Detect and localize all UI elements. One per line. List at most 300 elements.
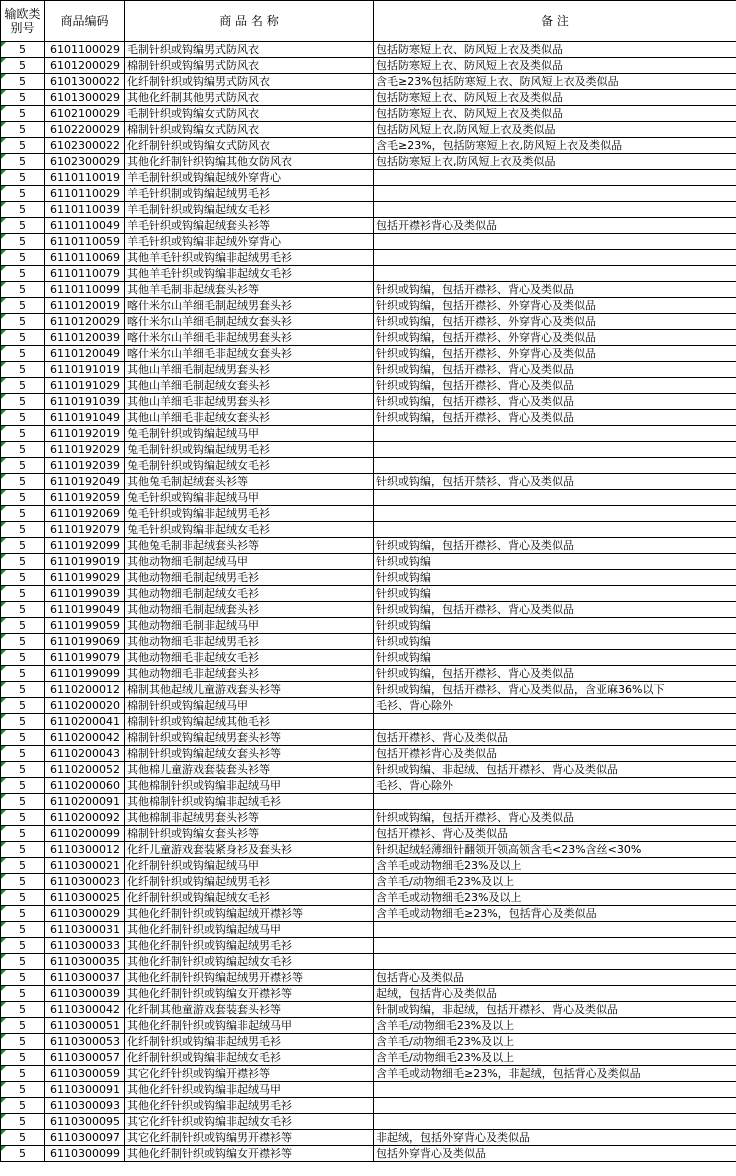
table-row <box>1 410 736 426</box>
note-cell: 针织起绒轻薄细针翻领开领高领含毛<23%含丝<30% <box>374 842 736 858</box>
table-row <box>1 314 736 330</box>
note-cell: 针织或钩编 <box>374 586 736 602</box>
table-row <box>1 250 736 266</box>
name-cell: 其他动物细毛制起绒马甲 <box>125 554 374 570</box>
code-cell: 6102300029 <box>45 154 125 170</box>
name-cell: 其他山羊细毛制起绒男套头衫 <box>125 362 374 378</box>
note-cell <box>374 522 736 538</box>
code-cell: 6110192099 <box>45 538 125 554</box>
table-row <box>1 682 736 698</box>
name-cell: 化纤儿童游戏套装紧身衫及套头衫 <box>125 842 374 858</box>
name-cell: 其他羊毛针织或钩编非起绒男毛衫 <box>125 250 374 266</box>
note-cell: 含羊毛/动物细毛23%及以上 <box>374 1018 736 1034</box>
code-cell: 6110300037 <box>45 970 125 986</box>
category-cell: 5 <box>1 714 45 730</box>
note-cell: 含羊毛/动物细毛23%及以上 <box>374 874 736 890</box>
table-row <box>1 1050 736 1066</box>
code-cell: 6110300012 <box>45 842 125 858</box>
table-row <box>1 362 736 378</box>
code-cell: 6110200060 <box>45 778 125 794</box>
category-cell: 5 <box>1 1098 45 1114</box>
category-cell: 5 <box>1 346 45 362</box>
header-row <box>1 1 736 42</box>
code-cell: 6110192019 <box>45 426 125 442</box>
category-cell: 5 <box>1 874 45 890</box>
note-cell: 毛衫、背心除外 <box>374 698 736 714</box>
name-cell: 喀什米尔山羊细毛制起绒男套头衫 <box>125 298 374 314</box>
name-cell: 其他棉制非起绒男套头衫等 <box>125 810 374 826</box>
name-cell: 其他动物细毛制起绒套头衫 <box>125 602 374 618</box>
category-cell: 5 <box>1 378 45 394</box>
code-cell: 6110199029 <box>45 570 125 586</box>
code-cell: 6110300097 <box>45 1130 125 1146</box>
note-cell <box>374 490 736 506</box>
code-cell: 6110300099 <box>45 1146 125 1162</box>
note-cell: 包括防风短上衣,防风短上衣及类似品 <box>374 122 736 138</box>
note-cell <box>374 250 736 266</box>
table-row <box>1 426 736 442</box>
table-row <box>1 234 736 250</box>
name-cell: 其他动物细毛制起绒女毛衫 <box>125 586 374 602</box>
name-cell: 兔毛制针织或钩编起绒马甲 <box>125 426 374 442</box>
table-row <box>1 730 736 746</box>
note-cell <box>374 202 736 218</box>
category-cell: 5 <box>1 218 45 234</box>
name-cell: 其他山羊细毛非起绒女套头衫 <box>125 410 374 426</box>
name-cell: 化纤制其他童游戏套装套头衫等 <box>125 1002 374 1018</box>
table-row <box>1 858 736 874</box>
category-cell: 5 <box>1 394 45 410</box>
category-cell: 5 <box>1 506 45 522</box>
header-code: 商品编码 <box>45 1 125 42</box>
code-cell: 6110200099 <box>45 826 125 842</box>
table-row <box>1 602 736 618</box>
table-row <box>1 122 736 138</box>
code-cell: 6110120029 <box>45 314 125 330</box>
category-cell: 5 <box>1 634 45 650</box>
note-cell <box>374 442 736 458</box>
table-row <box>1 1146 736 1162</box>
category-cell: 5 <box>1 58 45 74</box>
category-cell: 5 <box>1 650 45 666</box>
category-cell: 5 <box>1 522 45 538</box>
name-cell: 其他羊毛针织或钩编非起绒女毛衫 <box>125 266 374 282</box>
table-row <box>1 874 736 890</box>
table-row <box>1 442 736 458</box>
note-cell: 针织或钩编，包括开禁衫、背心及类似品 <box>374 474 736 490</box>
category-cell: 5 <box>1 586 45 602</box>
note-cell: 包括防寒短上衣、防风短上衣及类似品 <box>374 90 736 106</box>
note-cell <box>374 426 736 442</box>
name-cell: 化纤制针织或钩编起绒男毛衫 <box>125 874 374 890</box>
category-cell: 5 <box>1 1082 45 1098</box>
note-cell <box>374 938 736 954</box>
name-cell: 棉制针织或钩编女套头衫等 <box>125 826 374 842</box>
category-cell: 5 <box>1 890 45 906</box>
note-cell <box>374 506 736 522</box>
name-cell: 兔毛制针织或钩编起绒男毛衫 <box>125 442 374 458</box>
category-cell: 5 <box>1 570 45 586</box>
category-cell: 5 <box>1 730 45 746</box>
name-cell: 其它化纤针织或钩编非起绒女毛衫 <box>125 1114 374 1130</box>
code-cell: 6110300035 <box>45 954 125 970</box>
note-cell <box>374 266 736 282</box>
note-cell: 含羊毛或动物细毛23%及以上 <box>374 890 736 906</box>
name-cell: 化纤制针织或钩编女式防风衣 <box>125 138 374 154</box>
table-row <box>1 586 736 602</box>
category-cell: 5 <box>1 42 45 58</box>
name-cell: 其他动物细毛非起绒套头衫 <box>125 666 374 682</box>
category-cell: 5 <box>1 362 45 378</box>
code-cell: 6110200091 <box>45 794 125 810</box>
table-row <box>1 170 736 186</box>
name-cell: 其他动物细毛非起绒男毛衫 <box>125 634 374 650</box>
category-cell: 5 <box>1 154 45 170</box>
name-cell: 其他化纤制针织钩编其他女防风衣 <box>125 154 374 170</box>
code-cell: 6110110019 <box>45 170 125 186</box>
category-cell: 5 <box>1 826 45 842</box>
code-cell: 6110192079 <box>45 522 125 538</box>
table-row <box>1 666 736 682</box>
code-cell: 6110110039 <box>45 202 125 218</box>
category-cell: 5 <box>1 122 45 138</box>
note-cell: 包括防寒短上衣、防风短上衣及类似品 <box>374 106 736 122</box>
note-cell: 针织或钩编，包括开襟衫、背心及类似品 <box>374 602 736 618</box>
category-cell: 5 <box>1 858 45 874</box>
code-cell: 6110200092 <box>45 810 125 826</box>
name-cell: 其他山羊细毛制起绒女套头衫 <box>125 378 374 394</box>
table-row <box>1 1034 736 1050</box>
name-cell: 其他兔毛制非起绒套头衫等 <box>125 538 374 554</box>
name-cell: 其他化纤制针织或钩编起绒开襟衫等 <box>125 906 374 922</box>
code-cell: 6102300022 <box>45 138 125 154</box>
category-cell: 5 <box>1 250 45 266</box>
code-cell: 6101300029 <box>45 90 125 106</box>
code-cell: 6101100029 <box>45 42 125 58</box>
note-cell <box>374 714 736 730</box>
note-cell <box>374 1098 736 1114</box>
category-cell: 5 <box>1 138 45 154</box>
category-cell: 5 <box>1 618 45 634</box>
category-cell: 5 <box>1 762 45 778</box>
category-cell: 5 <box>1 202 45 218</box>
code-cell: 6102200029 <box>45 122 125 138</box>
note-cell: 针织或钩编，包括开襟衫、背心及类似品 <box>374 810 736 826</box>
note-cell <box>374 1082 736 1098</box>
table-row <box>1 922 736 938</box>
code-cell: 6110300021 <box>45 858 125 874</box>
code-cell: 6110110099 <box>45 282 125 298</box>
note-cell <box>374 954 736 970</box>
code-cell: 6110200052 <box>45 762 125 778</box>
table-row <box>1 218 736 234</box>
table-row <box>1 266 736 282</box>
name-cell: 化纤制针织或钩编起绒马甲 <box>125 858 374 874</box>
table-row <box>1 698 736 714</box>
name-cell: 其他化纤制针织钩编起绒男开襟衫等 <box>125 970 374 986</box>
name-cell: 棉制针织或钩编起绒女套头衫等 <box>125 746 374 762</box>
name-cell: 其他动物细毛非起绒女毛衫 <box>125 650 374 666</box>
name-cell: 羊毛针织制或钩编起绒男毛衫 <box>125 186 374 202</box>
note-cell: 包括防寒短上衣,防风短上衣及类似品 <box>374 154 736 170</box>
name-cell: 棉制针织或钩编起绒马甲 <box>125 698 374 714</box>
table-row <box>1 762 736 778</box>
note-cell: 针织或钩编，包括开襟衫、背心及类似品 <box>374 410 736 426</box>
note-cell <box>374 794 736 810</box>
code-cell: 6110300053 <box>45 1034 125 1050</box>
code-cell: 6110120019 <box>45 298 125 314</box>
header-name: 商 品 名 称 <box>125 1 374 42</box>
category-cell: 5 <box>1 970 45 986</box>
note-cell: 针织或钩编，包括开襟衫、背心及类似品 <box>374 666 736 682</box>
category-cell: 5 <box>1 490 45 506</box>
table-row <box>1 202 736 218</box>
note-cell: 毛衫、背心除外 <box>374 778 736 794</box>
name-cell: 羊毛制针织或钩编起绒外穿背心 <box>125 170 374 186</box>
note-cell: 包括开襟衫背心及类似品 <box>374 218 736 234</box>
note-cell: 含羊毛/动物细毛23%及以上 <box>374 1034 736 1050</box>
table-row <box>1 986 736 1002</box>
name-cell: 羊毛针织或钩编非起绒外穿背心 <box>125 234 374 250</box>
code-cell: 6110200020 <box>45 698 125 714</box>
code-cell: 6110191049 <box>45 410 125 426</box>
category-cell: 5 <box>1 794 45 810</box>
table-row <box>1 394 736 410</box>
note-cell: 包括背心及类似品 <box>374 970 736 986</box>
table-row <box>1 570 736 586</box>
category-cell: 5 <box>1 842 45 858</box>
code-cell: 6110192049 <box>45 474 125 490</box>
code-cell: 6110199019 <box>45 554 125 570</box>
name-cell: 其他化纤制针织或钩编女开襟衫等 <box>125 1146 374 1162</box>
name-cell: 化纤制针织或钩编起绒女毛衫 <box>125 890 374 906</box>
name-cell: 棉制针织或钩编女式防风衣 <box>125 122 374 138</box>
code-cell: 6110300057 <box>45 1050 125 1066</box>
table-row <box>1 970 736 986</box>
table-row <box>1 1098 736 1114</box>
name-cell: 化纤制针织或钩编非起绒男毛衫 <box>125 1034 374 1050</box>
code-cell: 6101200029 <box>45 58 125 74</box>
name-cell: 兔毛针织或钩编非起绒男毛衫 <box>125 506 374 522</box>
code-cell: 6101300022 <box>45 74 125 90</box>
note-cell: 包括防寒短上衣、防风短上衣及类似品 <box>374 58 736 74</box>
code-cell: 6110200043 <box>45 746 125 762</box>
category-cell: 5 <box>1 234 45 250</box>
code-cell: 6110192059 <box>45 490 125 506</box>
code-cell: 6110300095 <box>45 1114 125 1130</box>
name-cell: 其他山羊细毛非起绒男套头衫 <box>125 394 374 410</box>
table-body <box>1 42 736 1162</box>
table-row <box>1 778 736 794</box>
name-cell: 羊毛制针织或钩编起绒女毛衫 <box>125 202 374 218</box>
code-cell: 6102100029 <box>45 106 125 122</box>
category-cell: 5 <box>1 922 45 938</box>
category-cell: 5 <box>1 986 45 1002</box>
note-cell: 针织或钩编 <box>374 554 736 570</box>
note-cell: 针织或钩编，包括开襟衫、背心及类似品 <box>374 282 736 298</box>
name-cell: 棉制针织或钩编起绒男套头衫等 <box>125 730 374 746</box>
table-row <box>1 1130 736 1146</box>
category-cell: 5 <box>1 698 45 714</box>
code-cell: 6110192029 <box>45 442 125 458</box>
table-row <box>1 1066 736 1082</box>
name-cell: 化纤制针织或钩编非起绒女毛衫 <box>125 1050 374 1066</box>
code-cell: 6110120039 <box>45 330 125 346</box>
table-row <box>1 650 736 666</box>
category-cell: 5 <box>1 282 45 298</box>
category-cell: 5 <box>1 170 45 186</box>
note-cell: 含羊毛或动物细毛23%及以上 <box>374 858 736 874</box>
note-cell: 针织或钩编，包括开襟衫、外穿背心及类似品 <box>374 346 736 362</box>
category-cell: 5 <box>1 458 45 474</box>
category-cell: 5 <box>1 906 45 922</box>
name-cell: 羊毛针织或钩编起绒套头衫等 <box>125 218 374 234</box>
name-cell: 其他棉制针织或钩编非起绒马甲 <box>125 778 374 794</box>
table-row <box>1 346 736 362</box>
category-cell: 5 <box>1 1018 45 1034</box>
code-cell: 6110199049 <box>45 602 125 618</box>
note-cell <box>374 922 736 938</box>
note-cell: 包括防寒短上衣、防风短上衣及类似品 <box>374 42 736 58</box>
table-row <box>1 522 736 538</box>
note-cell: 非起绒，包括外穿背心及类似品 <box>374 1130 736 1146</box>
name-cell: 其他棉儿童游戏套装套头衫等 <box>125 762 374 778</box>
category-cell: 5 <box>1 810 45 826</box>
code-cell: 6110192069 <box>45 506 125 522</box>
code-cell: 6110199069 <box>45 634 125 650</box>
table-row <box>1 42 736 58</box>
code-cell: 6110110059 <box>45 234 125 250</box>
note-cell: 包括外穿背心及类似品 <box>374 1146 736 1162</box>
category-cell: 5 <box>1 474 45 490</box>
code-cell: 6110200041 <box>45 714 125 730</box>
note-cell: 针制或钩编，非起绒，包括开襟衫、背心及类似品 <box>374 1002 736 1018</box>
category-cell: 5 <box>1 1050 45 1066</box>
table-row <box>1 794 736 810</box>
table-row <box>1 1082 736 1098</box>
table-row <box>1 458 736 474</box>
code-cell: 6110199039 <box>45 586 125 602</box>
code-cell: 6110300039 <box>45 986 125 1002</box>
table-row <box>1 298 736 314</box>
code-cell: 6110110079 <box>45 266 125 282</box>
category-cell: 5 <box>1 954 45 970</box>
table-row <box>1 714 736 730</box>
table-row <box>1 954 736 970</box>
table-row <box>1 746 736 762</box>
name-cell: 其他化纤制针织或钩编起绒女毛衫 <box>125 954 374 970</box>
name-cell: 其他羊毛制非起绒套头衫等 <box>125 282 374 298</box>
code-cell: 6110200012 <box>45 682 125 698</box>
note-cell: 包括开襟衫、背心及类似品 <box>374 730 736 746</box>
code-cell: 6110300059 <box>45 1066 125 1082</box>
note-cell <box>374 170 736 186</box>
name-cell: 其他动物细毛制非起绒马甲 <box>125 618 374 634</box>
category-cell: 5 <box>1 298 45 314</box>
note-cell: 针织或钩编、非起绒、包括开襟衫、背心及类似品 <box>374 762 736 778</box>
name-cell: 棉制其他起绒儿童游戏套头衫等 <box>125 682 374 698</box>
name-cell: 棉制针织或钩编男式防风衣 <box>125 58 374 74</box>
table-row <box>1 1002 736 1018</box>
category-cell: 5 <box>1 266 45 282</box>
category-cell: 5 <box>1 410 45 426</box>
code-cell: 6110110029 <box>45 186 125 202</box>
note-cell: 针织或钩编 <box>374 570 736 586</box>
note-cell: 针织或钩编，包括开襟衫、外穿背心及类似品 <box>374 330 736 346</box>
note-cell: 含羊毛或动物细毛≥23%，包括背心及类似品 <box>374 906 736 922</box>
table-row <box>1 330 736 346</box>
table-row <box>1 906 736 922</box>
name-cell: 其他兔毛制起绒套头衫等 <box>125 474 374 490</box>
note-cell <box>374 186 736 202</box>
table-row <box>1 474 736 490</box>
table-row <box>1 842 736 858</box>
code-cell: 6110300025 <box>45 890 125 906</box>
name-cell: 其他动物细毛制起绒男毛衫 <box>125 570 374 586</box>
category-cell: 5 <box>1 1066 45 1082</box>
table-row <box>1 282 736 298</box>
table-row <box>1 186 736 202</box>
category-cell: 5 <box>1 106 45 122</box>
table-row <box>1 490 736 506</box>
name-cell: 毛制针织或钩编女式防风衣 <box>125 106 374 122</box>
code-cell: 6110300033 <box>45 938 125 954</box>
category-cell: 5 <box>1 1002 45 1018</box>
table-row <box>1 378 736 394</box>
code-cell: 6110110069 <box>45 250 125 266</box>
category-cell: 5 <box>1 682 45 698</box>
category-cell: 5 <box>1 186 45 202</box>
name-cell: 其他化纤制其他男式防风衣 <box>125 90 374 106</box>
category-cell: 5 <box>1 90 45 106</box>
table-row <box>1 74 736 90</box>
category-cell: 5 <box>1 74 45 90</box>
note-cell: 针织或钩编 <box>374 618 736 634</box>
header-category: 输欧类别号 <box>1 1 45 42</box>
code-cell: 6110300093 <box>45 1098 125 1114</box>
name-cell: 喀什米尔山羊细毛制起绒女套头衫 <box>125 314 374 330</box>
category-cell: 5 <box>1 666 45 682</box>
category-cell: 5 <box>1 538 45 554</box>
name-cell: 兔毛制针织或钩编起绒女毛衫 <box>125 458 374 474</box>
note-cell <box>374 1114 736 1130</box>
name-cell: 其他化纤制针织或钩编起绒马甲 <box>125 922 374 938</box>
table-row <box>1 618 736 634</box>
note-cell: 含羊毛或动物细毛≥23%，非起绒，包括背心及类似品 <box>374 1066 736 1082</box>
name-cell: 其他化纤制针织或钩编女开襟衫等 <box>125 986 374 1002</box>
table-row <box>1 506 736 522</box>
code-cell: 6110120049 <box>45 346 125 362</box>
code-cell: 6110300023 <box>45 874 125 890</box>
note-cell: 针织或钩编，包括开襟衫、背心及类似品 <box>374 378 736 394</box>
table-row <box>1 1018 736 1034</box>
code-cell: 6110191029 <box>45 378 125 394</box>
note-cell: 针织或钩编，包括开襟衫、外穿背心及类似品 <box>374 298 736 314</box>
code-cell: 6110192039 <box>45 458 125 474</box>
name-cell: 兔毛针织或钩编非起绒女毛衫 <box>125 522 374 538</box>
code-cell: 6110199099 <box>45 666 125 682</box>
code-cell: 6110300029 <box>45 906 125 922</box>
category-cell: 5 <box>1 1114 45 1130</box>
table-row <box>1 890 736 906</box>
note-cell: 针织或钩编 <box>374 650 736 666</box>
category-cell: 5 <box>1 602 45 618</box>
table-row <box>1 1114 736 1130</box>
code-cell: 6110191039 <box>45 394 125 410</box>
table-row <box>1 810 736 826</box>
note-cell: 含毛≥23%，包括防寒短上衣,防风短上衣及类似品 <box>374 138 736 154</box>
name-cell: 其他棉制针织或钩编非起绒毛衫 <box>125 794 374 810</box>
